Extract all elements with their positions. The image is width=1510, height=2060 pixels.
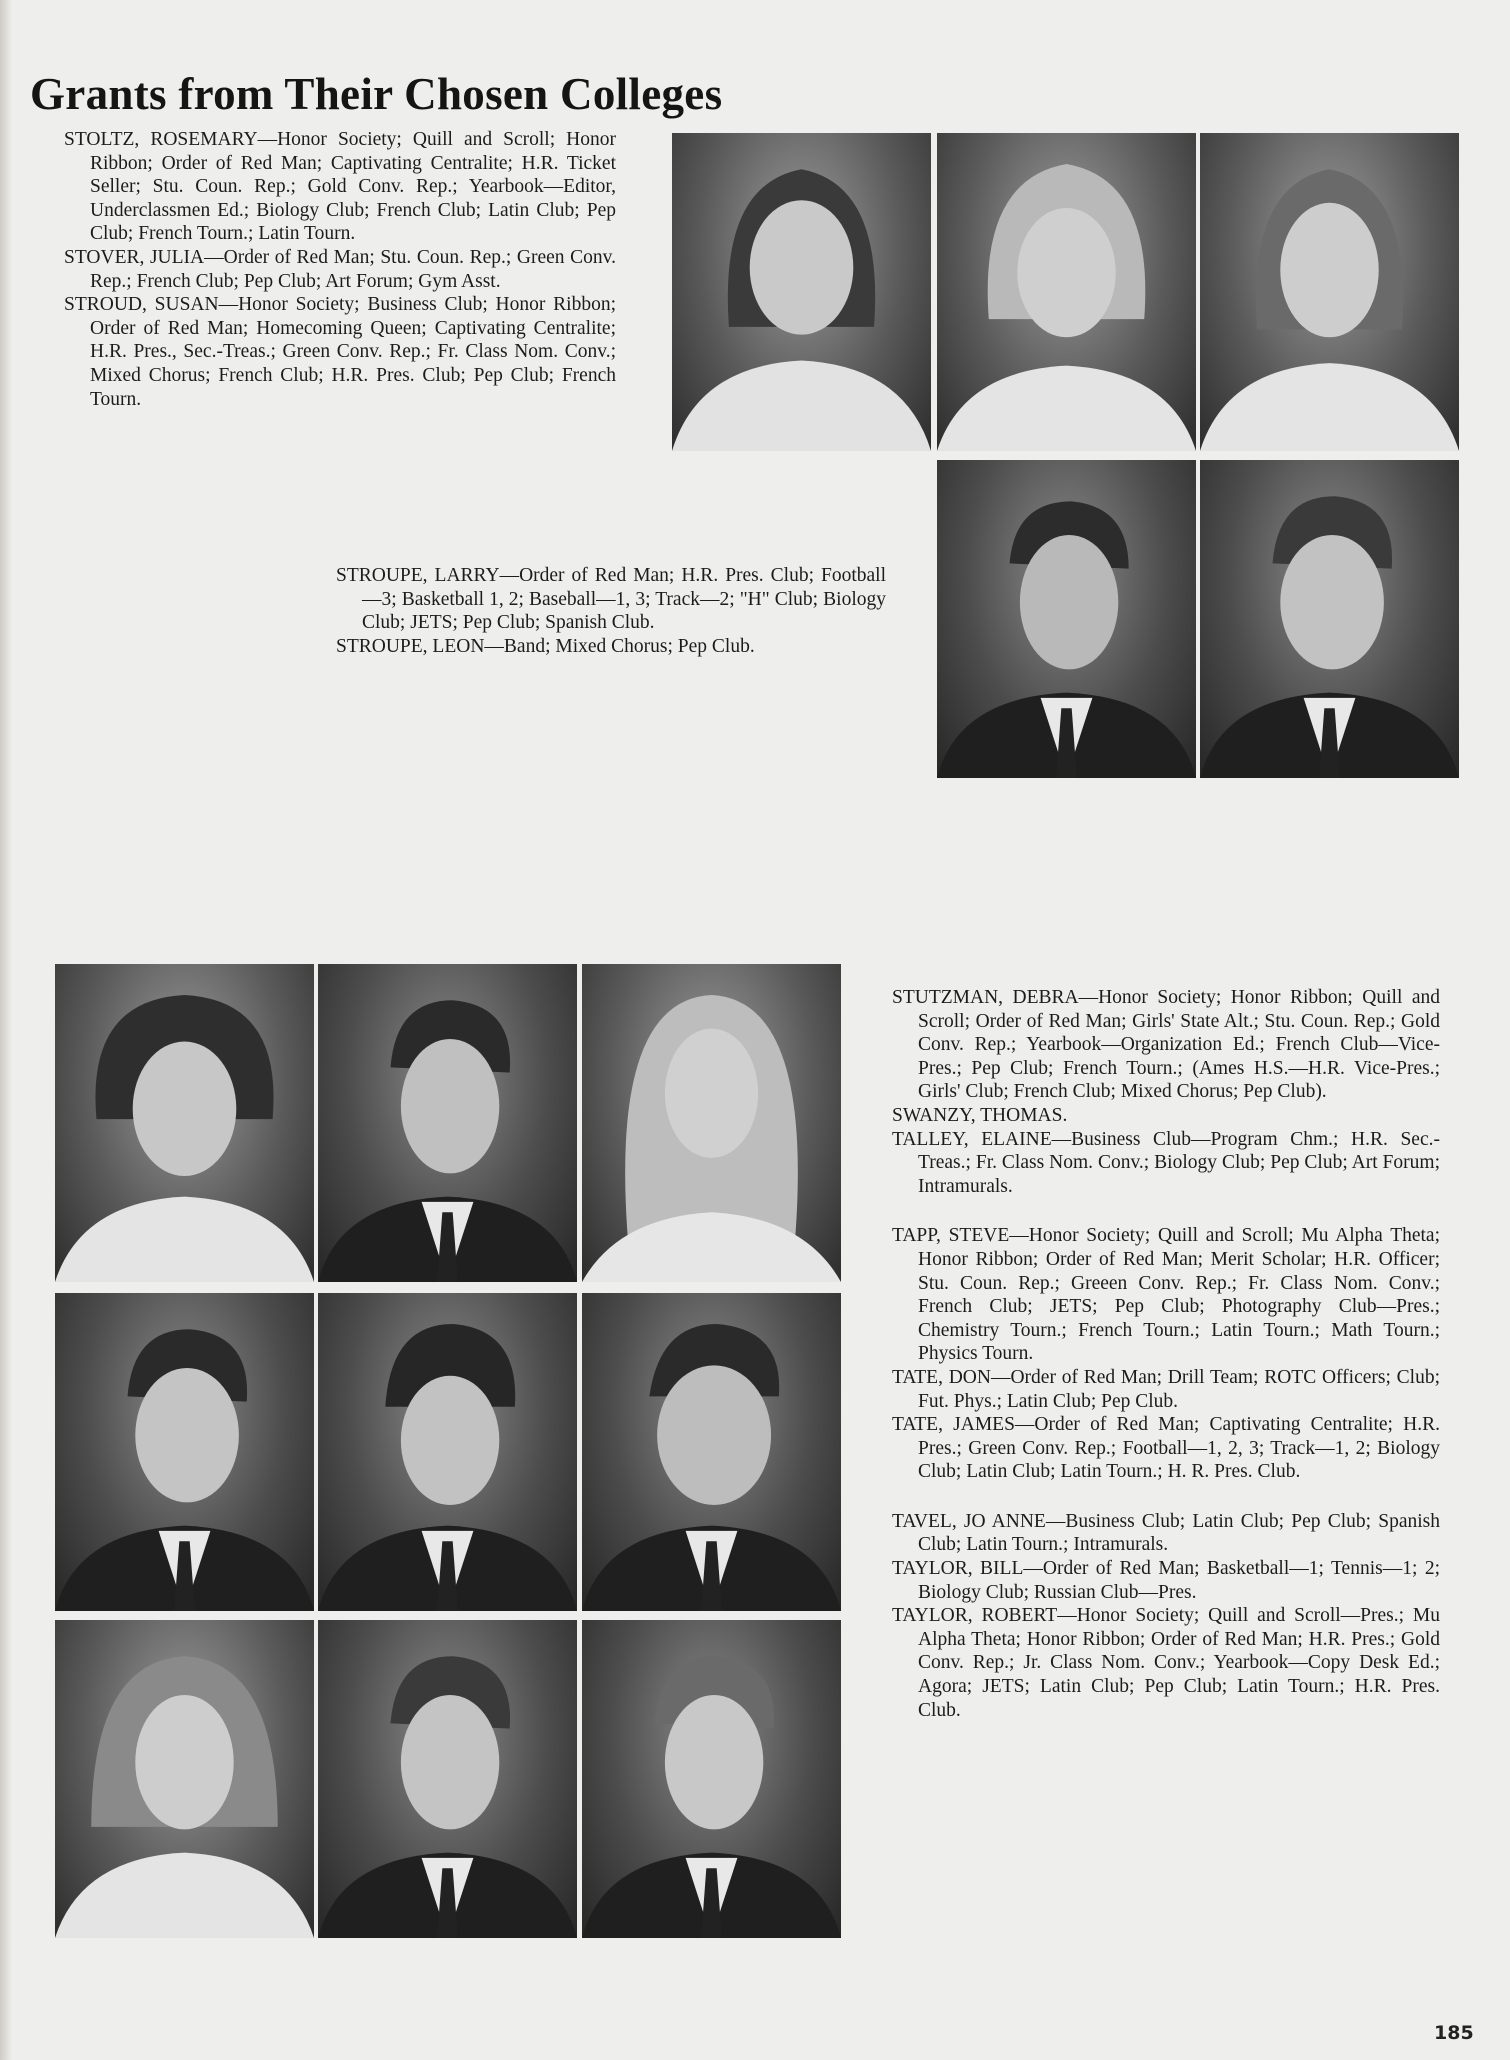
- page-title: Grants from Their Chosen Colleges: [30, 69, 723, 120]
- portrait-photo-talley: [582, 964, 841, 1282]
- portrait-photo-swanzy: [318, 964, 577, 1282]
- student-entry-taylor-robert: TAYLOR, ROBERT—Honor Society; Quill and Scroll—Pres.; Mu Alpha Theta; Honor Ribbon; Order of Red Man; H.R. Pres.; Gold Conv. Rep.; Jr. Class Nom. Conv.; Yearbook—Copy Desk Ed.; Agora; JETS; Latin Club; Pep Club; Latin Tourn.; H.R. Pres. Club.: [892, 1605, 1440, 1721]
- student-entry-tapp: TAPP, STEVE—Honor Society; Quill and Scroll; Mu Alpha Theta; Honor Ribbon; Order of Red Man; Merit Scholar; H.R. Officer; Stu. Coun. Rep.; Greeen Conv. Rep.; Fr. Class Nom. Conv.; French Club; JETS; Pep Club; Photography Club—Pres.; Chemistry Tourn.; French Tourn.; Latin Tourn.; Math Tourn.; Physics Tourn.: [892, 1225, 1440, 1365]
- entries-group-3: [892, 986, 1440, 1722]
- portrait-photo-tate-james: [582, 1293, 841, 1611]
- student-entry-stover: STOVER, JULIA—Order of Red Man; Stu. Coun. Rep.; Green Conv. Rep.; French Club; Pep Club; Art Forum; Gym Asst.: [64, 246, 616, 292]
- portrait-photo-stroupe-leon: [1200, 460, 1459, 778]
- group-spacer: [892, 1484, 1440, 1510]
- portrait-photo-tapp: [55, 1293, 314, 1611]
- entries-group-1: [64, 128, 616, 411]
- portrait-photo-stoltz: [672, 133, 931, 451]
- portrait-photo-stroud: [1200, 133, 1459, 451]
- entries-group-2: [336, 564, 886, 658]
- student-entry-taylor-bill: TAYLOR, BILL—Order of Red Man; Basketball—1; Tennis—1; 2; Biology Club; Russian Club—Pres.: [892, 1558, 1440, 1603]
- student-entry-stroupe-leon: STROUPE, LEON—Band; Mixed Chorus; Pep Club.: [336, 635, 755, 657]
- student-entry-stoltz: STOLTZ, ROSEMARY—Honor Society; Quill and Scroll; Honor Ribbon; Order of Red Man; Captivating Centralite; H.R. Ticket Seller; Stu. Coun. Rep.; Gold Conv. Rep.; Yearbook—Editor, Underclassmen Ed.; Biology Club; French Club; Latin Club; Pep Club; French Tourn.; Latin Tourn.: [64, 129, 616, 245]
- student-entry-tate-james: TATE, JAMES—Order of Red Man; Captivating Centralite; H.R. Pres.; Green Conv. Rep.; Football—1, 2, 3; Track—1, 2; Biology Club; Latin Club; Latin Tourn.; H. R. Pres. Club.: [892, 1414, 1440, 1483]
- student-entry-tate-don: TATE, DON—Order of Red Man; Drill Team; ROTC Officers; Club; Fut. Phys.; Latin Club; Pep Club.: [892, 1366, 1440, 1412]
- portrait-photo-taylor-bill: [318, 1620, 577, 1938]
- portrait-photo-stover: [937, 133, 1196, 451]
- student-entry-stutzman: STUTZMAN, DEBRA—Honor Society; Honor Ribbon; Quill and Scroll; Order of Red Man; Girls' State Alt.; Stu. Coun. Rep.; Gold Conv. Rep.; Yearbook—Organization Ed.; French Club—Vice-Pres.; Pep Club; French Tourn.; (Ames H.S.—H.R. Vice-Pres.; Girls' Club; French Club; Mixed Chorus; Pep Club).: [892, 987, 1440, 1103]
- portrait-photo-tavel: [55, 1620, 314, 1938]
- portrait-photo-taylor-robert: [582, 1620, 841, 1938]
- student-entry-stroupe-larry: STROUPE, LARRY—Order of Red Man; H.R. Pres. Club; Football—3; Basketball 1, 2; Baseball—1, 3; Track—2; "H" Club; Biology Club; JETS; Pep Club; Spanish Club.: [336, 565, 886, 634]
- portrait-photo-stroupe-larry: [937, 460, 1196, 778]
- portrait-photo-stutzman: [55, 964, 314, 1282]
- page-number: 185: [1434, 2022, 1474, 2044]
- student-entry-stroud: STROUD, SUSAN—Honor Society; Business Club; Honor Ribbon; Order of Red Man; Homecoming Queen; Captivating Centralite; H.R. Pres., Sec.-Treas.; Green Conv. Rep.; Fr. Class Nom. Conv.; Mixed Chorus; French Club; H.R. Pres. Club; Pep Club; French Tourn.: [64, 294, 616, 410]
- portrait-photo-tate-don: [318, 1293, 577, 1611]
- group-spacer: [892, 1198, 1440, 1224]
- student-entry-talley: TALLEY, ELAINE—Business Club—Program Chm.; H.R. Sec.-Treas.; Fr. Class Nom. Conv.; Biology Club; Pep Club; Art Forum; Intramurals.: [892, 1128, 1440, 1197]
- page-binding-edge: [0, 0, 12, 2060]
- student-entry-tavel: TAVEL, JO ANNE—Business Club; Latin Club; Pep Club; Spanish Club; Latin Tourn.; Intramurals.: [892, 1510, 1440, 1556]
- student-entry-swanzy: SWANZY, THOMAS.: [892, 1104, 1068, 1126]
